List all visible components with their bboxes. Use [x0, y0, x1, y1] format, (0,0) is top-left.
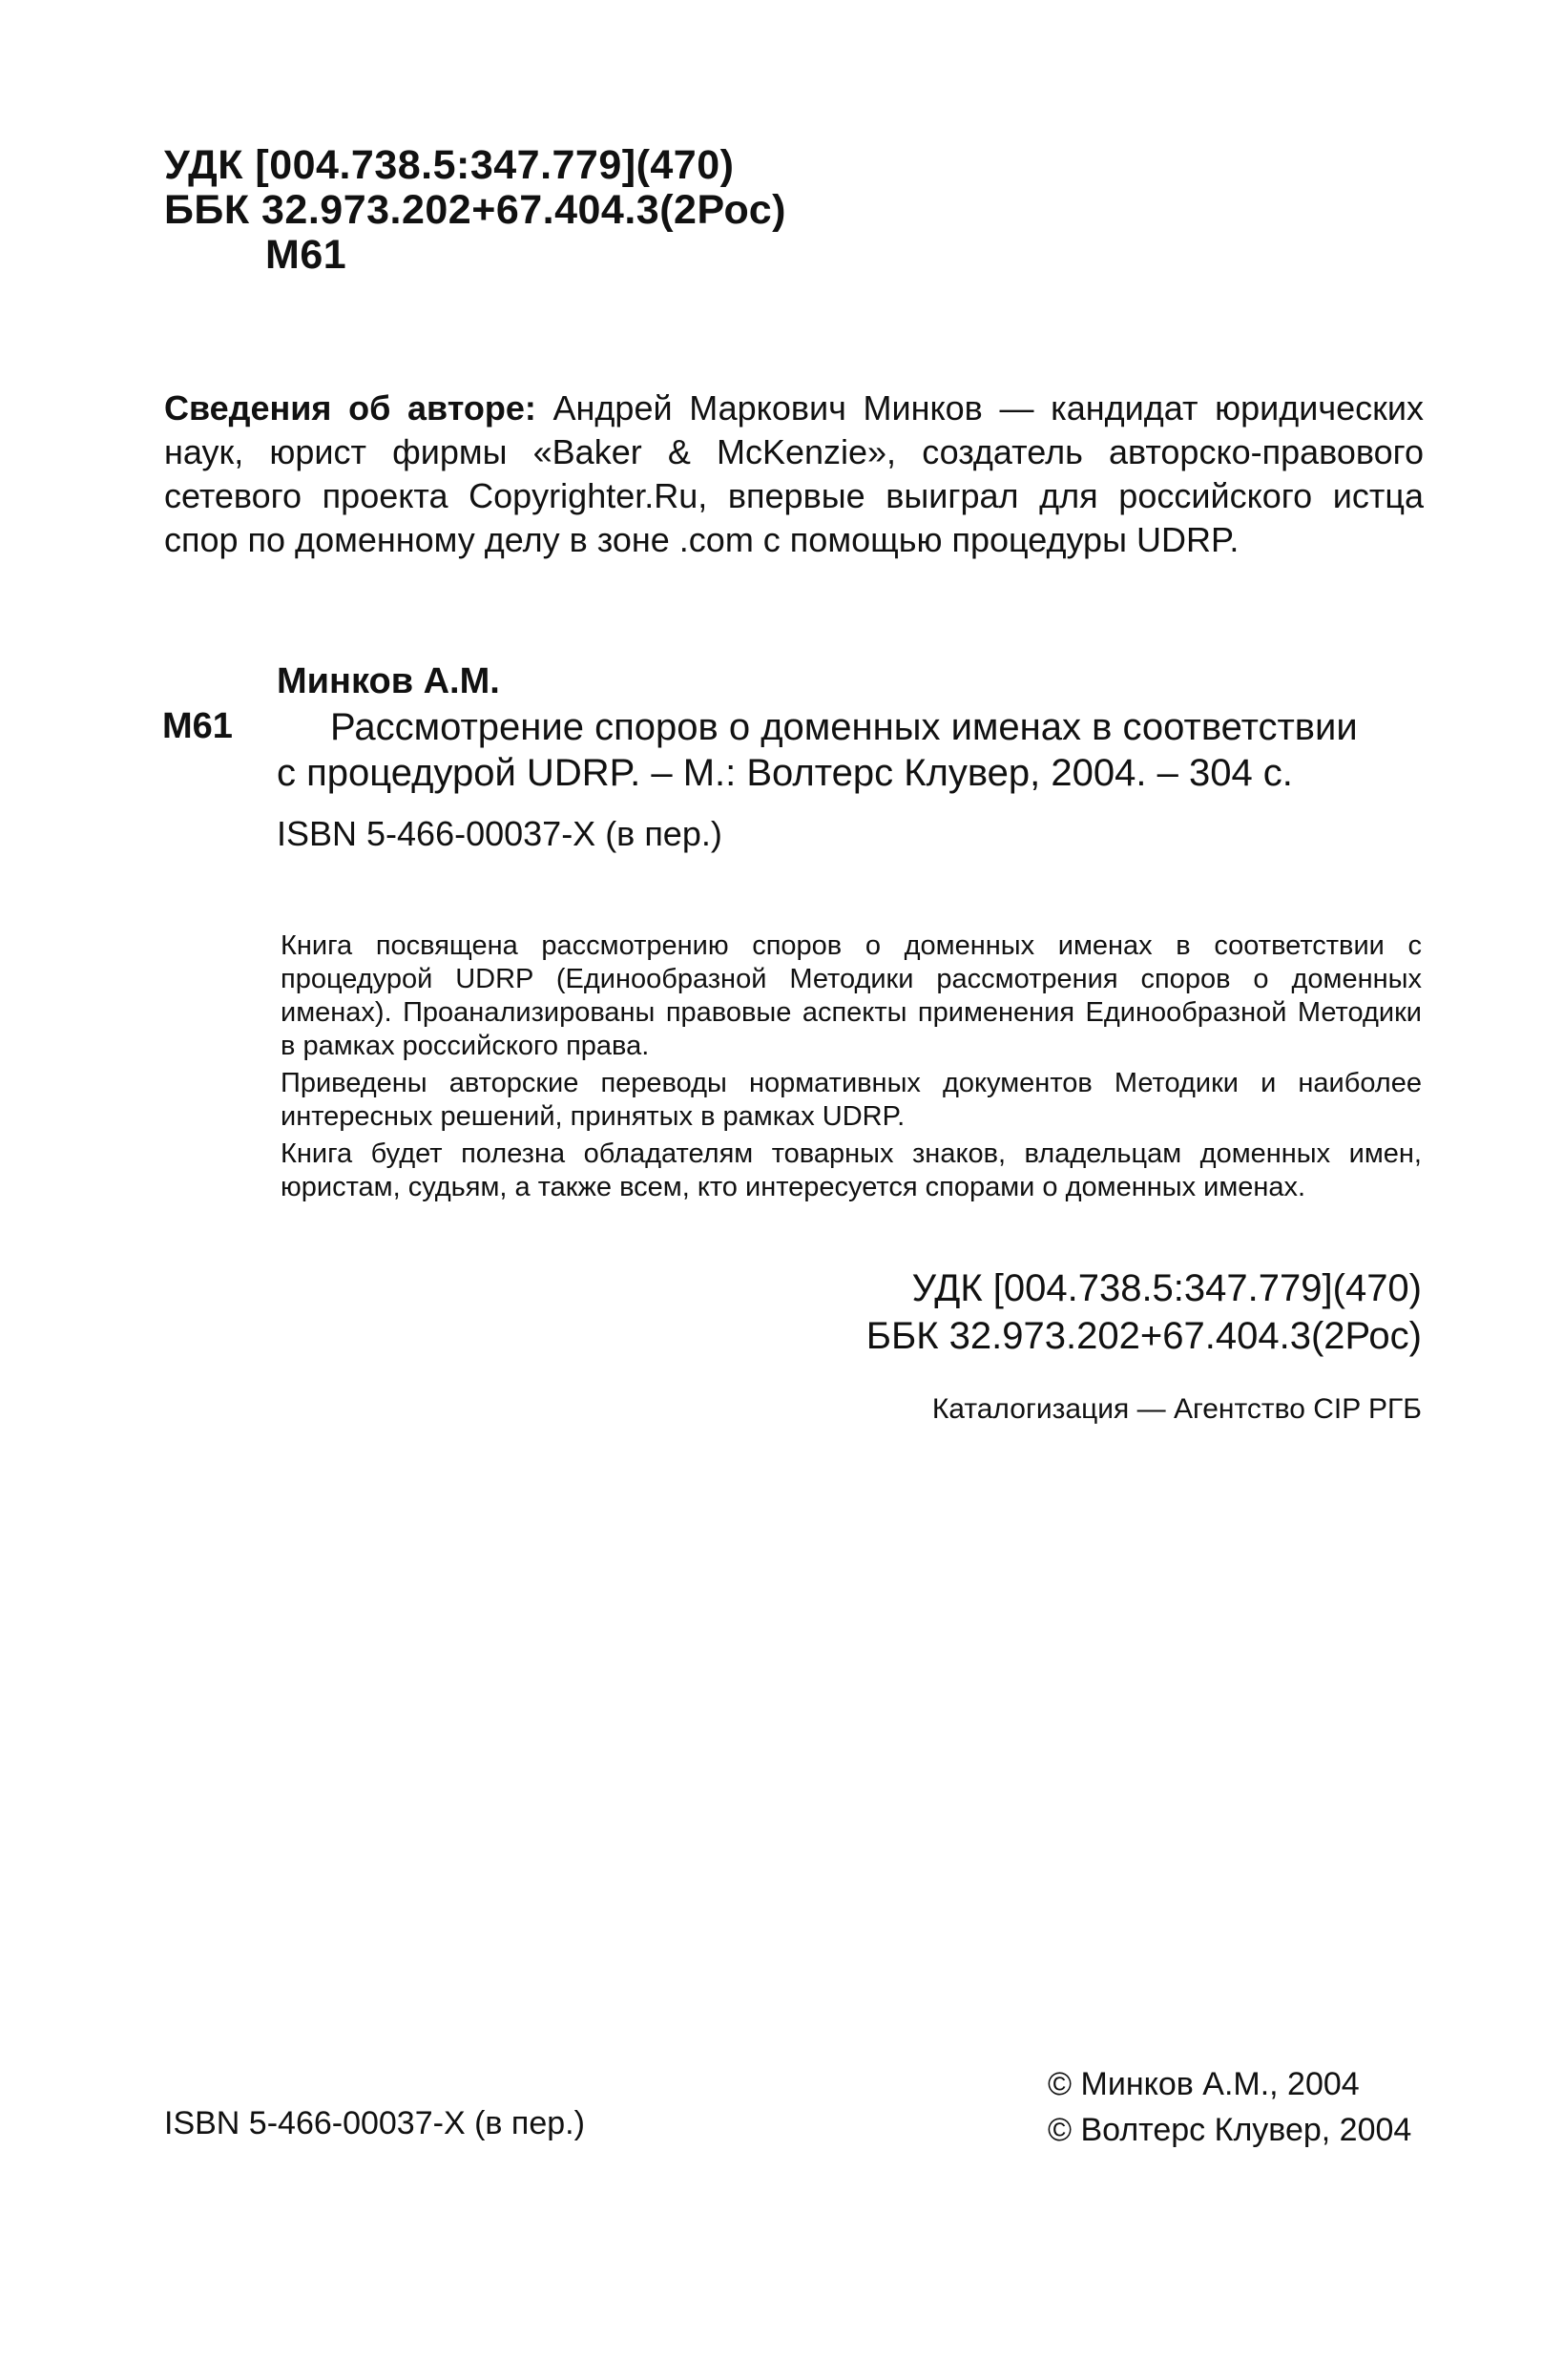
annotation-paragraph: Книга посвящена рассмотрению споров о доменных именах в соответствии с процедурой UDRP (Единообразной Методики рассмотрения споров о доменных именах). Проанализированы правовые аспекты применения Единообразной Методики в рамках российского права. — [281, 930, 1422, 1061]
header-classification-codes — [164, 143, 786, 278]
header-udk: УДК [004.738.5:347.779](470) — [164, 142, 735, 188]
catalog-title-line2: с процедурой UDRP. – М.: Волтерс Клувер, 2004. – 304 с. — [277, 752, 1293, 794]
header-bbk: ББК 32.973.202+67.404.3(2Рос) — [164, 187, 786, 233]
copyright-block — [1048, 2061, 1411, 2153]
header-author-mark: М61 — [265, 232, 347, 278]
footer-isbn: ISBN 5-466-00037-X (в пер.) — [164, 2105, 585, 2141]
catalog-title — [277, 704, 1431, 796]
author-info — [164, 386, 1424, 562]
bbk-code: ББК 32.973.202+67.404.3(2Рос) — [865, 1315, 1422, 1357]
annotation-paragraph: Книга будет полезна обладателям товарных знаков, владельцам доменных имен, юристам, судьям, а также всем, кто интересуется спорами о доменных именах. — [281, 1138, 1422, 1202]
catalog-author: Минков А.М. — [277, 661, 500, 701]
annotation-paragraph: Приведены авторские переводы нормативных документов Методики и наиболее интересных решений, принятых в рамках UDRP. — [281, 1068, 1422, 1132]
classification-codes — [866, 1264, 1422, 1360]
author-info-text: Андрей Маркович Минков — кандидат юридических наук, юрист фирмы «Baker & McKenzie», создатель авторско-правового сетевого проекта Copyrighter.Ru, впервые выиграл для российского истца спор по доменному делу в зоне .com с помощью процедуры UDRP. — [164, 388, 1425, 559]
catalog-title-line1: Рассмотрение споров о доменных именах в соответствии — [330, 706, 1358, 748]
annotation — [281, 929, 1422, 1208]
author-info-lead: Сведения об авторе: — [164, 388, 536, 428]
catalog-isbn: ISBN 5-466-00037-X (в пер.) — [277, 814, 722, 853]
copyright-author: © Минков А.М., 2004 — [1048, 2066, 1360, 2102]
udk-code: УДК [004.738.5:347.779](470) — [911, 1267, 1422, 1309]
copyright-publisher: © Волтерс Клувер, 2004 — [1048, 2112, 1412, 2148]
cataloging-agency: Каталогизация — Агентство CIP РГБ — [931, 1393, 1422, 1425]
catalog-code: М61 — [162, 706, 233, 746]
